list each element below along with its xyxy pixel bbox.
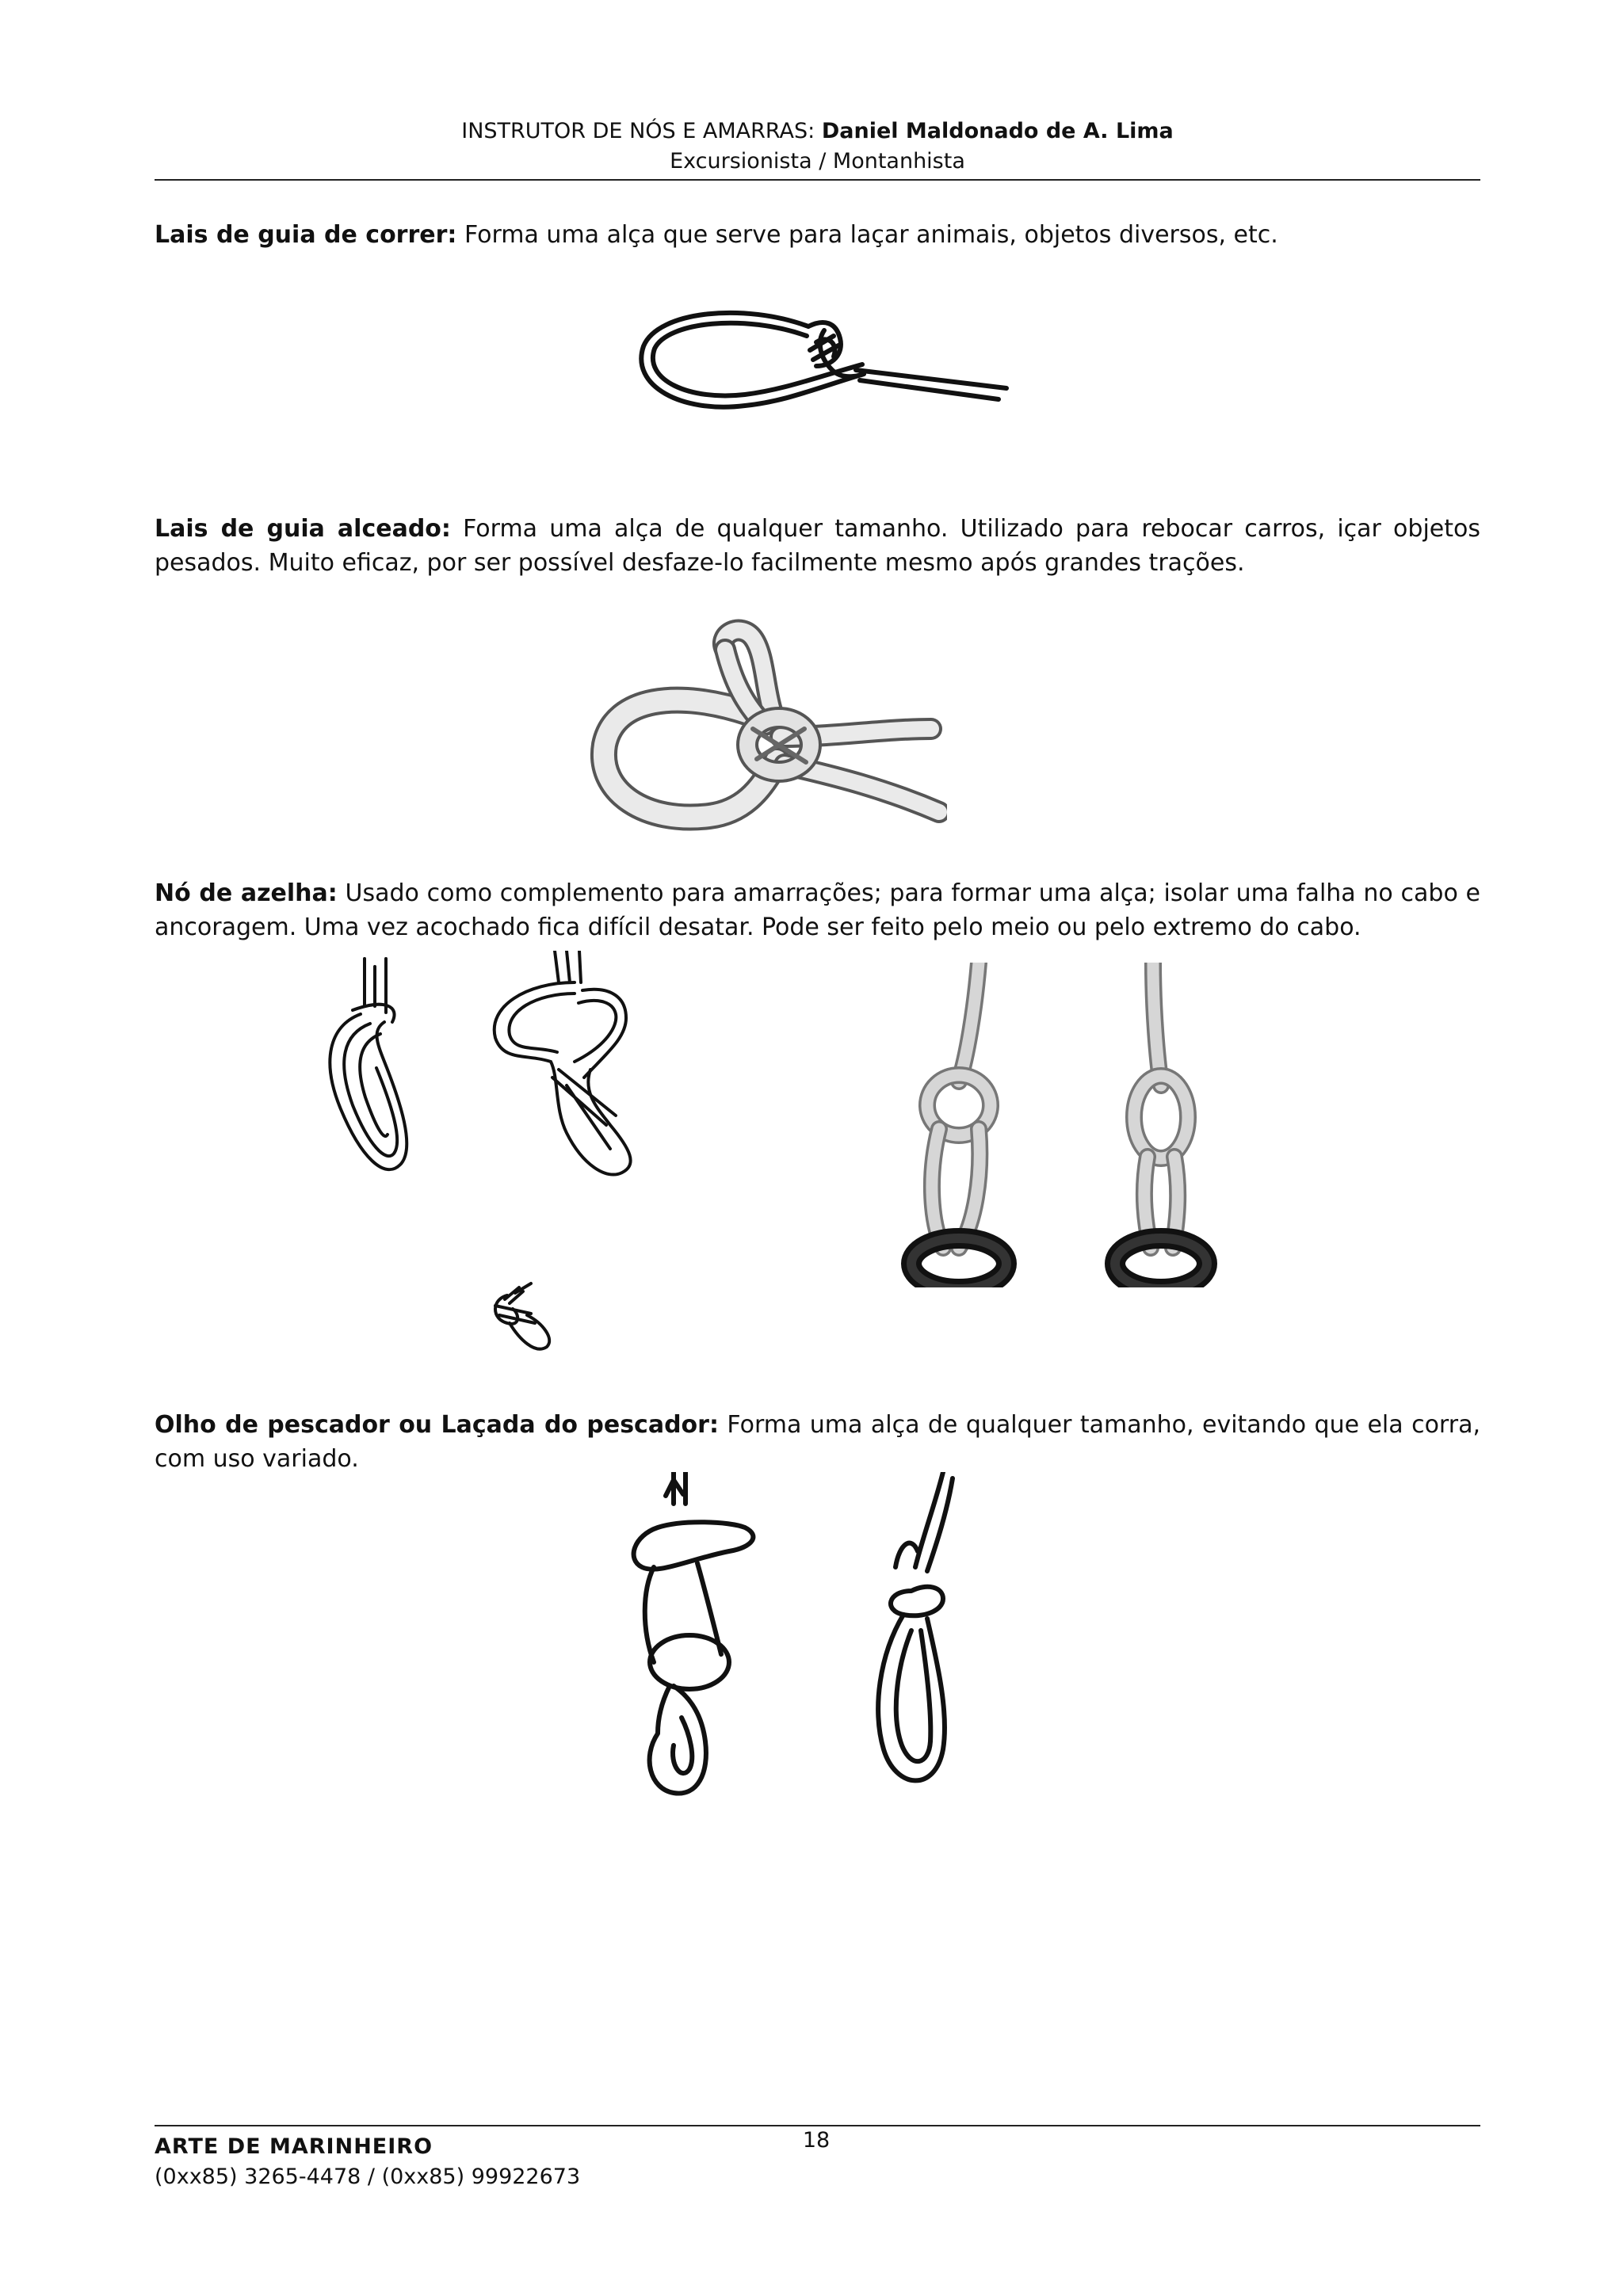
section-text: Forma uma alça de qualquer tamanho, evitando que ela corra, com uso variado. bbox=[155, 1411, 1480, 1473]
header-prefix: INSTRUTOR DE NÓS E AMARRAS: bbox=[461, 119, 822, 143]
olho-de-pescador-illustration bbox=[610, 1472, 1006, 1805]
header-line-1 bbox=[155, 117, 1480, 146]
section-text: Forma uma alça de qualquer tamanho. Utilizado para rebocar carros, içar objetos pesados. Muito eficaz, por ser possível desfaze-lo facilmente mesmo após grandes trações. bbox=[155, 515, 1480, 577]
header-subtitle: Excursionista / Montanhista bbox=[670, 149, 965, 174]
section-title: Nó de azelha: bbox=[155, 879, 338, 907]
lais-de-guia-alceado-illustration bbox=[582, 618, 947, 852]
section-text: Usado como complemento para amarrações; para formar uma alça; isolar uma falha no cabo e ancoragem. Uma vez acochado fica difícil desatar. Pode ser feito pelo meio ou pelo extremo do cabo. bbox=[155, 879, 1480, 941]
section-title: Lais de guia de correr: bbox=[155, 221, 457, 249]
section-title: Lais de guia alceado: bbox=[155, 515, 451, 543]
no-de-azelha-photos bbox=[896, 963, 1240, 1287]
section-olho-de-pescador bbox=[155, 1408, 1480, 1476]
footer-phones: (0xx85) 3265-4478 / (0xx85) 99922673 bbox=[155, 2164, 581, 2189]
no-de-azelha-drawings bbox=[305, 951, 773, 1371]
lais-de-guia-de-correr-illustration bbox=[626, 295, 1014, 489]
footer-title: ARTE DE MARINHEIRO bbox=[155, 2134, 433, 2159]
section-title: Olho de pescador ou Laçada do pescador: bbox=[155, 1411, 719, 1439]
section-no-de-azelha bbox=[155, 876, 1480, 944]
section-lais-de-guia-alceado bbox=[155, 512, 1480, 580]
section-lais-de-guia-de-correr bbox=[155, 218, 1480, 252]
section-text: Forma uma alça que serve para laçar animais, objetos diversos, etc. bbox=[456, 221, 1278, 249]
header-rule bbox=[155, 179, 1480, 181]
author-name: Daniel Maldonado de A. Lima bbox=[821, 119, 1174, 143]
page-number: 18 bbox=[802, 2128, 831, 2153]
